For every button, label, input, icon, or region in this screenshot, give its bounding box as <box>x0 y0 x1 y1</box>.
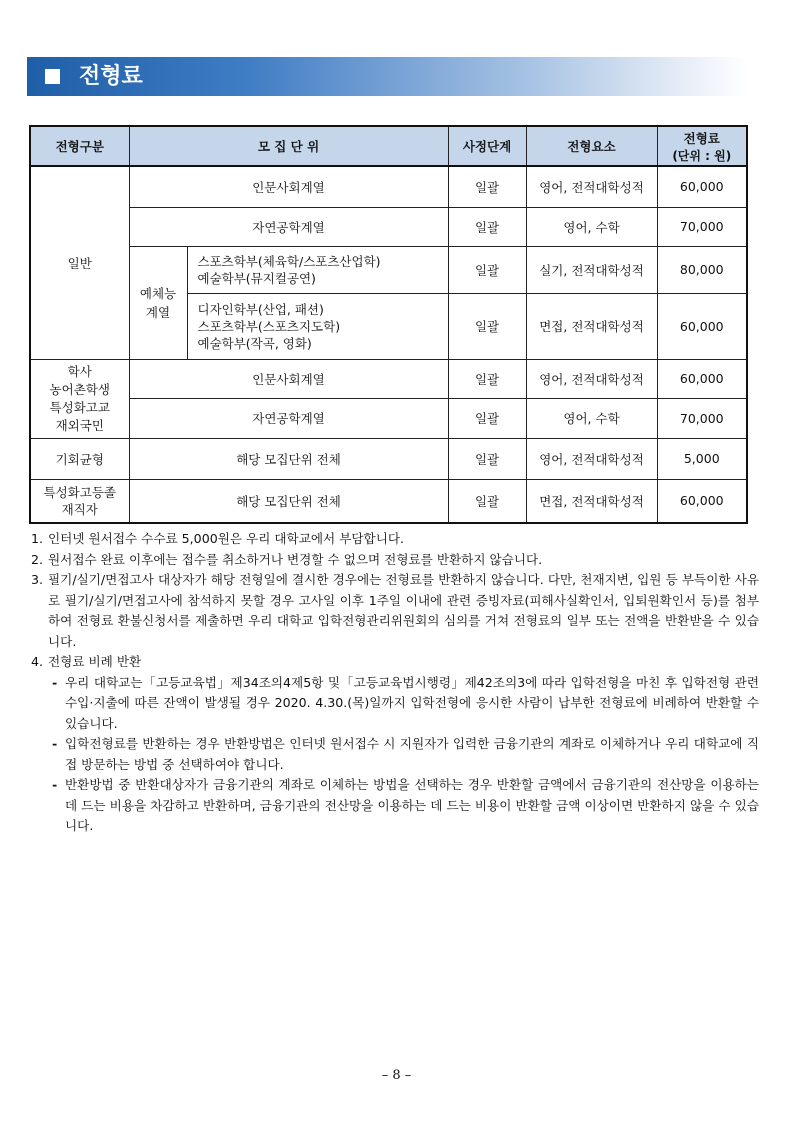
row-element: 실기, 전적대학성적 <box>526 246 657 293</box>
table-row <box>30 398 747 438</box>
header-stage: 사정단계 <box>448 126 526 166</box>
row-unit: 해당 모집단위 전체 <box>129 479 448 523</box>
sub-note-item <box>52 734 759 775</box>
row-fee: 80,000 <box>657 246 747 293</box>
row-unit: 디자인학부(산업, 패션) 스포츠학부(스포츠지도학) 예술학부(작곡, 영화) <box>187 293 448 359</box>
row-unit: 스포츠학부(체육학/스포츠산업학) 예술학부(뮤지컬공연) <box>187 246 448 293</box>
fee-table <box>29 125 748 524</box>
note-number: 3. <box>31 572 44 587</box>
dash-bullet: - <box>52 674 58 690</box>
section-title: 전형료 <box>79 64 143 89</box>
sub-note-item <box>52 673 759 735</box>
note-item <box>31 550 759 571</box>
header-element: 전형요소 <box>526 126 657 166</box>
table-row <box>30 438 747 479</box>
row-fee: 5,000 <box>657 438 747 479</box>
note-number: 4. <box>31 654 44 669</box>
header-fee <box>657 126 747 166</box>
row-unit: 자연공학계열 <box>129 398 448 438</box>
table-row <box>30 246 747 293</box>
note-text: 전형료 비례 반환 <box>48 654 142 669</box>
row-fee: 60,000 <box>657 166 747 207</box>
table-header-row <box>30 126 747 166</box>
row-unit: 해당 모집단위 전체 <box>129 438 448 479</box>
note-item <box>31 529 759 550</box>
row-stage: 일괄 <box>448 166 526 207</box>
note-number: 1. <box>31 531 44 546</box>
sub-note-text: 입학전형료를 반환하는 경우 반환방법은 인터넷 원서접수 시 지원자가 입력한 금융기관의 계좌로 이체하거나 우리 대학교에 직접 방문하는 방법 중 선택하여야 합니다. <box>65 736 759 772</box>
row-fee: 70,000 <box>657 207 747 246</box>
row-stage: 일괄 <box>448 293 526 359</box>
category-vocational: 특성화고등졸 재직자 <box>30 479 129 523</box>
row-element: 영어, 전적대학성적 <box>526 166 657 207</box>
row-element: 면접, 전적대학성적 <box>526 479 657 523</box>
row-stage: 일괄 <box>448 359 526 398</box>
row-stage: 일괄 <box>448 398 526 438</box>
note-text: 인터넷 원서접수 수수료 5,000원은 우리 대학교에서 부담합니다. <box>48 531 405 546</box>
page-number: – 8 – <box>381 1068 412 1083</box>
row-fee: 70,000 <box>657 398 747 438</box>
header-category: 전형구분 <box>30 126 129 166</box>
table-row <box>30 166 747 207</box>
sub-note-text: 반환방법 중 반환대상자가 금융기관의 계좌로 이체하는 방법을 선택하는 경우 반환할 금액에서 금융기관의 전산망을 이용하는 데 드는 비용을 차감하고 반환하며, 금융기관의 전산망을 이용하는 데 드는 비용이 반환할 금액 이상이면 반환하지 않을 수 있습니다. <box>65 777 759 833</box>
row-unit: 인문사회계열 <box>129 166 448 207</box>
row-stage: 일괄 <box>448 246 526 293</box>
note-item <box>31 652 759 673</box>
dash-bullet: - <box>52 777 58 792</box>
row-element: 면접, 전적대학성적 <box>526 293 657 359</box>
row-unit: 인문사회계열 <box>129 359 448 398</box>
header-fee-unit: (단위 : 원) <box>672 148 732 163</box>
header-unit: 모 집 단 위 <box>129 126 448 166</box>
category-special: 학사 농어촌학생 특성화고교 재외국민 <box>30 359 129 438</box>
table-row <box>30 479 747 523</box>
row-fee: 60,000 <box>657 293 747 359</box>
category-opportunity: 기회균형 <box>30 438 129 479</box>
header-fee-title: 전형료 <box>683 130 720 146</box>
section-title-bar <box>27 57 747 96</box>
row-stage: 일괄 <box>448 438 526 479</box>
row-element: 영어, 수학 <box>526 207 657 246</box>
note-text: 원서접수 완료 이후에는 접수를 취소하거나 변경할 수 없으며 전형료를 반환하지 않습니다. <box>48 551 543 567</box>
row-fee: 60,000 <box>657 359 747 398</box>
notes-list <box>31 529 759 837</box>
row-element: 영어, 전적대학성적 <box>526 438 657 479</box>
note-number: 2. <box>31 551 44 567</box>
table-row <box>30 359 747 398</box>
sub-note-text: 우리 대학교는「고등교육법」제34조의4제5항 및「고등교육법시행령」제42조의3에 따라 입학전형을 마친 후 입학전형 관련 수입·지출에 따른 잔액이 발생될 경우 2020. 4.30.(목)일까지 입학전형에 응시한 사람이 납부한 전형료에 비례하여 반환할 수 있습니다. <box>65 674 759 731</box>
row-element: 영어, 전적대학성적 <box>526 359 657 398</box>
row-element: 영어, 수학 <box>526 398 657 438</box>
row-stage: 일괄 <box>448 207 526 246</box>
category-general: 일반 <box>30 166 129 359</box>
square-bullet-icon <box>45 69 60 84</box>
sub-note-item <box>52 775 759 837</box>
note-text: 필기/실기/면접고사 대상자가 해당 전형일에 결시한 경우에는 전형료를 반환하지 않습니다. 다만, 천재지변, 입원 등 부득이한 사유로 필기/실기/면접고사에 참석하지 못할 경우 고사일 이후 1주일 이내에 관련 증빙자료(피해사실확인서, 입퇴원확인서 등)를 첨부하여 전형료 환불신청서를 제출하면 우리 대학교 입학전형관리위원회의 심의를 거쳐 전형료의 일부 또는 전액을 반환받을 수 있습니다. <box>48 572 759 649</box>
row-stage: 일괄 <box>448 479 526 523</box>
dash-bullet: - <box>52 736 58 751</box>
table-row <box>30 207 747 246</box>
row-fee: 60,000 <box>657 479 747 523</box>
arts-group-label: 예체능 계열 <box>129 246 187 359</box>
note-item <box>31 570 759 652</box>
row-unit: 자연공학계열 <box>129 207 448 246</box>
